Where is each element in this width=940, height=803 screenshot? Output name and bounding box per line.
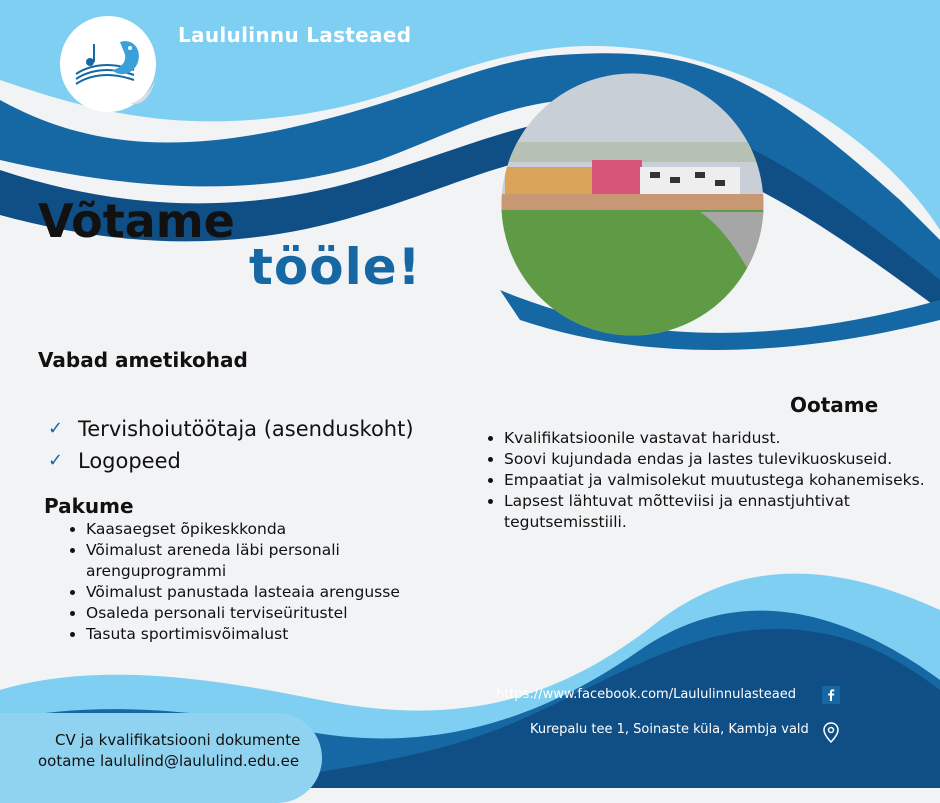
checkmark-icon: ✓ [48,418,64,439]
headline-line2: tööle! [249,238,422,296]
facebook-icon[interactable] [822,686,840,704]
position-item: ✓ Tervishoiutöötaja (asenduskoht) [48,413,414,445]
logo [56,12,160,116]
offer-item: • Tasuta sportimisvõimalust [86,624,426,645]
offer-title: Pakume [44,494,134,518]
expect-item: • Soovi kujundada endas ja lastes tulevikuoskuseid. [504,449,934,470]
expect-item: • Lapsest lähtuvat mõtteviisi ja ennastjuhtivat tegutsemisstiili. [504,491,934,533]
bird-music-logo-icon [56,12,160,116]
cv-text-line2[interactable]: ootame laululind@laululind.edu.ee [38,752,300,770]
checkmark-icon: ✓ [48,450,64,471]
address: Kurepalu tee 1, Soinaste küla, Kambja vald [530,722,809,737]
position-item: ✓ Logopeed [48,445,414,477]
brand-name: Laululinnu Lasteaed [178,23,412,47]
expect-item: • Kvalifikatsioonile vastavat haridust. [504,428,934,449]
offer-item: • Osaleda personali terviseüritustel [86,603,426,624]
positions-list [48,413,414,477]
offer-item: • Kaasaegset õpikeskkonda [86,519,426,540]
expect-item: • Empaatiat ja valmisolekut muutustega kohanemiseks. [504,470,934,491]
expect-title: Ootame [790,393,879,417]
location-pin-icon [822,722,840,744]
positions-title: Vabad ametikohad [38,348,248,372]
offer-item: • Võimalust areneda läbi personali arenguprogrammi [86,540,426,582]
facebook-link[interactable]: https://www.facebook.com/Laululinnulasteaed [496,687,796,702]
headline-line1: Võtame [38,194,235,248]
offer-list [66,519,426,645]
expect-list [484,428,934,533]
kindergarten-photo [500,72,765,337]
cv-text-line1: CV ja kvalifikatsiooni dokumente [55,731,301,749]
offer-item: • Võimalust panustada lasteaia arengusse [86,582,426,603]
